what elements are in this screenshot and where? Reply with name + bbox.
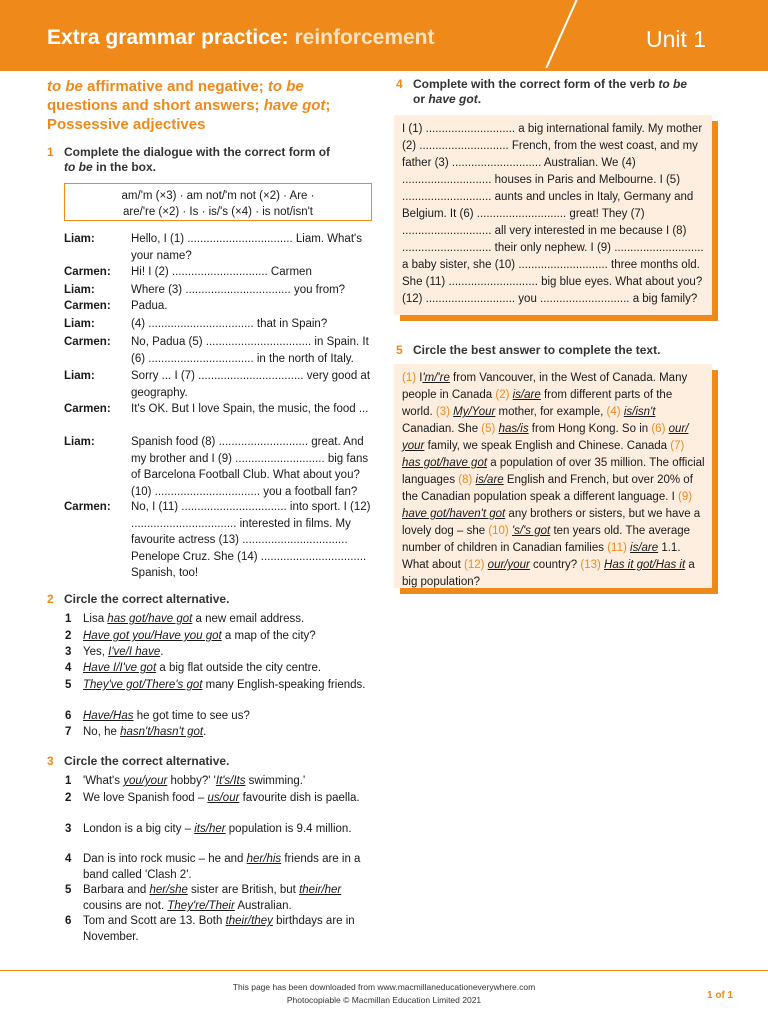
item-text[interactable]: We love Spanish food – us/our favourite dish is paella. (83, 792, 360, 804)
unit-label: Unit 1 (646, 26, 707, 52)
exercise-2-item (65, 611, 373, 627)
item-number: 5 (65, 679, 72, 691)
exercise-5-panel (394, 364, 712, 588)
exercise-1-title-rest: in the box. (92, 160, 157, 174)
exercise-3-item (65, 790, 375, 806)
item-number: 6 (65, 915, 72, 927)
alternative-options[interactable]: has got/have got (107, 613, 193, 625)
alternative-options[interactable]: I've/I have (108, 646, 161, 658)
dialogue-text: Sorry ... I (7) ................................. very good at geography. (131, 370, 371, 399)
word-box-line: am/'m (×3) · am not/'m not (×2) · Are · (121, 190, 315, 202)
exercise-4-title-italic: have got (428, 92, 478, 106)
dialogue-speaker: Liam: (64, 436, 95, 448)
exercise-2-item (65, 677, 373, 693)
exercise-2-item (65, 724, 373, 740)
item-text: a big flat outside the city centre. (156, 662, 322, 674)
dialogue-text: (4) ................................. that in Spain? (131, 318, 328, 330)
section-title-part: to be (267, 78, 304, 95)
dialogue-text: Hi! I (2) .............................. Carmen (131, 266, 312, 278)
section-title-part: affirmative and negative; (82, 78, 268, 95)
exercise-3-title: Circle the correct alternative. (64, 754, 230, 768)
dialogue-speaker: Carmen: (64, 266, 111, 278)
alternative-options[interactable]: Have/Has (83, 710, 134, 722)
item-text[interactable]: Dan is into rock music – he and her/his friends are in a band called 'Clash 2'. (83, 853, 361, 881)
dialogue-speaker: Liam: (64, 233, 95, 245)
item-number: 5 (65, 884, 72, 896)
dialogue-speaker: Liam: (64, 318, 95, 330)
footer-divider (0, 970, 768, 971)
item-text: Yes, (83, 646, 109, 658)
item-number: 4 (65, 853, 72, 865)
header-underline (0, 68, 768, 71)
exercise-4-panel (394, 115, 712, 315)
dialogue-text: No, Padua (5) ................................. in Spain. It (6) ................................. in the north of Italy. (131, 336, 369, 365)
exercise-2-item (65, 644, 373, 660)
exercise-number: 3 (47, 754, 54, 768)
item-text: a new email address. (192, 613, 305, 625)
exercise-number: 2 (47, 592, 54, 606)
exercise-4-title: Complete with the correct form of the verb (413, 77, 659, 91)
exercise-2-item (65, 628, 373, 644)
exercise-5-title: Circle the best answer to complete the text. (413, 343, 661, 357)
section-title-part: have got (263, 97, 326, 114)
item-text: No, he (83, 726, 121, 738)
dialogue-text: Hello, I (1) ................................. Liam. What's your name? (131, 233, 362, 262)
item-number: 6 (65, 710, 72, 722)
exercise-4-text: I (1) ............................ a big international family. My mother (2) ............................ French, from the west coast, and my father (3) ............................ Australian. We (4) ............................ houses in Paris and Melbourne. I (5) ............................ aunts and uncles in Italy, Germany and Belgium. It (6) ............................ great! They (7) ............................ all very interested in me because I (8) ............................ their only nephew. I (9) ............................ a baby sister, she (10) ............................ three months old. She (11) ............................ big blue eyes. What about you? (12) ............................ you ............................ a big family? (402, 123, 704, 305)
item-text: many English-speaking friends. (202, 679, 366, 691)
exercise-3-item (65, 773, 375, 789)
title-accent: reinforcement (294, 26, 435, 49)
dialogue-speaker: Carmen: (64, 501, 111, 513)
word-box (64, 183, 372, 221)
item-number: 1 (65, 775, 72, 787)
section-title-part: ; Possessive adjectives (47, 97, 331, 133)
exercise-3-item (65, 851, 375, 883)
alternative-options[interactable]: Have got you/Have you got (83, 630, 222, 642)
exercise-2-item (65, 660, 373, 676)
item-text: a map of the city? (221, 630, 316, 642)
dialogue-text: It's OK. But I love Spain, the music, the food ... (131, 403, 369, 415)
exercise-3-heading (47, 754, 364, 769)
item-text: he got time to see us? (133, 710, 250, 722)
exercise-number: 5 (396, 343, 403, 357)
item-text[interactable]: London is a big city – its/her population is 9.4 million. (83, 823, 352, 835)
dialogue-speaker: Carmen: (64, 300, 111, 312)
alternative-options[interactable]: They've got/There's got (83, 679, 203, 691)
exercise-2-item (65, 708, 373, 724)
dialogue-speaker: Carmen: (64, 336, 111, 348)
dialogue-speaker: Liam: (64, 284, 95, 296)
header-bar (0, 0, 768, 68)
item-text[interactable]: Barbara and her/she sister are British, but their/her cousins are not. They're/Their Australian. (83, 884, 342, 912)
exercise-1-title: Complete the dialogue with the correct form of (64, 145, 331, 159)
exercise-2-heading (47, 592, 364, 607)
exercise-4-title-part: . (477, 92, 482, 106)
section-title-part: questions and short answers; (47, 97, 264, 114)
alternative-options[interactable]: Have I/I've got (83, 662, 157, 674)
exercise-2-title: Circle the correct alternative. (64, 592, 230, 606)
item-number: 4 (65, 662, 72, 674)
section-title-part: to be (47, 78, 83, 95)
item-number: 2 (65, 630, 72, 642)
dialogue-text: Spanish food (8) ............................ great. And my brother and I (9) ............................ big fans of Barcelona Football Club. What about you? (10) ................................. you a football fan? (131, 436, 369, 498)
dialogue-text: No, I (11) ................................. into sport. I (12) ................................. interested in films. My favourite actress (13) ................................. Penelope Cruz. She (14) ................................. Spanish, too! (131, 501, 371, 579)
footer-download-note: This page has been downloaded from www.macmillaneducationeverywhere.com (232, 982, 536, 992)
section-title (47, 77, 377, 134)
footer-copyright: Photocopiable © Macmillan Education Limited 2021 (286, 995, 482, 1005)
title-main: Extra grammar practice: (47, 26, 289, 49)
exercise-3-item (65, 821, 375, 837)
exercise-number: 4 (396, 77, 403, 91)
alternative-options[interactable]: hasn't/hasn't got (120, 726, 204, 738)
item-text: Lisa (83, 613, 108, 625)
exercise-3-item (65, 882, 375, 914)
item-number: 3 (65, 823, 72, 835)
exercise-3-item (65, 913, 375, 945)
item-text: . (160, 646, 164, 658)
header-divider (543, 0, 578, 73)
exercise-number: 1 (47, 145, 54, 159)
item-text[interactable]: Tom and Scott are 13. Both their/they birthdays are in November. (83, 915, 355, 943)
dialogue-speaker: Carmen: (64, 403, 111, 415)
dialogue-speaker: Liam: (64, 370, 95, 382)
item-text: . (203, 726, 207, 738)
item-number: 1 (65, 613, 72, 625)
dialogue-text: Where (3) ................................. you from? (131, 284, 346, 296)
page-number: 1 of 1 (707, 990, 734, 1001)
dialogue-text: Padua. (131, 300, 168, 312)
exercise-4-title-part: or (413, 92, 429, 106)
item-number: 7 (65, 726, 72, 738)
exercise-4-title-italic: to be (658, 77, 688, 91)
page-title (47, 26, 435, 50)
word-box-line: are/'re (×2) · Is · is/'s (×4) · is not/isn't (123, 206, 313, 218)
item-text[interactable]: 'What's you/your hobby?' 'It's/Its swimming.' (83, 775, 306, 787)
exercise-4-heading (396, 77, 723, 107)
exercise-1-heading (47, 145, 364, 175)
exercise-1-title-italic: to be (64, 160, 93, 174)
exercise-5-text: (1) I'm/'re from Vancouver, in the West of Canada. Many people in Canada (2) is/are from different parts of the world. (3) My/Your mother, for example, (4) is/isn't Canadian. She (5) has/is from Hong Kong. So in (6) our/ your family, we speak English and Chinese. Canada (7) has got/have got a population of over 35 million. The official languages (8) is/are English and French, but over 20% of the Canadian population speak a different language. I (9) have got/haven't got any brothers or sisters, but we have a lovely dog – she (10) 's/'s got ten years old. The average number of children in Canadian families (11) is/are 1.1. What about (12) our/your country? (13) Has it got/Has it a big population? (402, 372, 705, 588)
item-number: 2 (65, 792, 72, 804)
item-number: 3 (65, 646, 72, 658)
exercise-5-heading (396, 343, 723, 358)
